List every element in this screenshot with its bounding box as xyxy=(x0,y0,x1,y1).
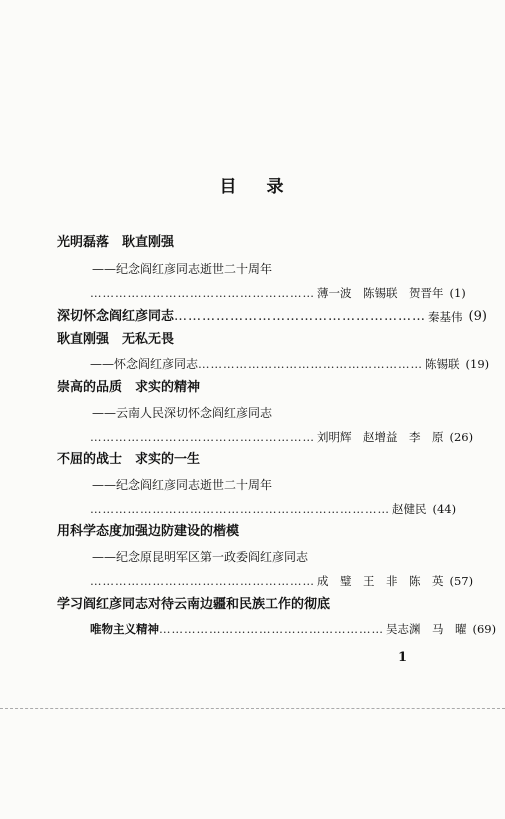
toc-page: (57) xyxy=(449,574,474,588)
leader-dots: ……………………………………………… xyxy=(174,309,427,324)
toc-page: (44) xyxy=(432,502,457,516)
toc-entry-line xyxy=(90,501,457,517)
toc-heading: 学习阎红彦同志对待云南边疆和民族工作的彻底 xyxy=(57,597,331,612)
leader-dots: ……………………………………………… xyxy=(90,286,315,300)
title-char: 录 xyxy=(266,177,286,197)
toc-heading: 深切怀念阎红彦同志 xyxy=(57,309,175,324)
toc-entry-line xyxy=(57,309,487,325)
scan-divider xyxy=(0,708,505,709)
leader-dots: ……………………………………………… xyxy=(198,357,424,371)
toc-page: (9) xyxy=(468,309,487,324)
toc-heading: 光明磊落 耿直刚强 xyxy=(57,235,175,250)
toc-heading-continued: 唯物主义精神 xyxy=(90,622,159,636)
leader-dots: ……………………………………………… xyxy=(90,430,315,444)
page-title xyxy=(0,172,505,197)
toc-heading: 用科学态度加强边防建设的楷模 xyxy=(57,524,240,539)
toc-page: (69) xyxy=(472,622,497,636)
toc-heading: 崇高的品质 求实的精神 xyxy=(57,380,201,395)
leader-dots: ……………………………………………… xyxy=(90,574,315,588)
toc-page: (26) xyxy=(449,430,474,444)
toc-subtitle: ——纪念阎红彦同志逝世二十周年 xyxy=(92,262,273,276)
toc-subtitle: ——纪念原昆明军区第一政委阎红彦同志 xyxy=(92,550,309,564)
toc-subtitle: ——怀念阎红彦同志 xyxy=(90,357,199,371)
toc-subtitle: ——云南人民深切怀念阎红彦同志 xyxy=(92,406,273,420)
toc-entry-line xyxy=(90,573,474,589)
leader-dots: ……………………………………………………………… xyxy=(90,502,390,516)
toc-entry-line xyxy=(90,285,466,301)
toc-entry-line xyxy=(90,356,490,372)
toc-page: (19) xyxy=(465,357,490,371)
toc-authors: 成 璧 王 非 陈 英 xyxy=(317,574,444,588)
toc-heading: 不屈的战士 求实的一生 xyxy=(57,452,201,467)
toc-page: (1) xyxy=(449,286,466,300)
toc-entry-line xyxy=(90,621,497,637)
toc-authors: 刘明辉 赵增益 李 原 xyxy=(317,430,444,444)
toc-authors: 薄一波 陈锡联 贺晋年 xyxy=(317,286,444,300)
page-number: 1 xyxy=(398,650,408,665)
toc-heading: 耿直刚强 无私无畏 xyxy=(57,332,175,347)
toc-authors: 吴志渊 马 曜 xyxy=(386,622,467,636)
toc-authors: 陈锡联 xyxy=(425,357,460,371)
toc-authors: 秦基伟 xyxy=(428,310,463,324)
toc-subtitle: ——纪念阎红彦同志逝世二十周年 xyxy=(92,478,273,492)
title-char: 目 xyxy=(219,177,239,197)
toc-authors: 赵健民 xyxy=(392,502,427,516)
leader-dots: ……………………………………………… xyxy=(159,622,384,636)
toc-entry-line xyxy=(90,429,474,445)
